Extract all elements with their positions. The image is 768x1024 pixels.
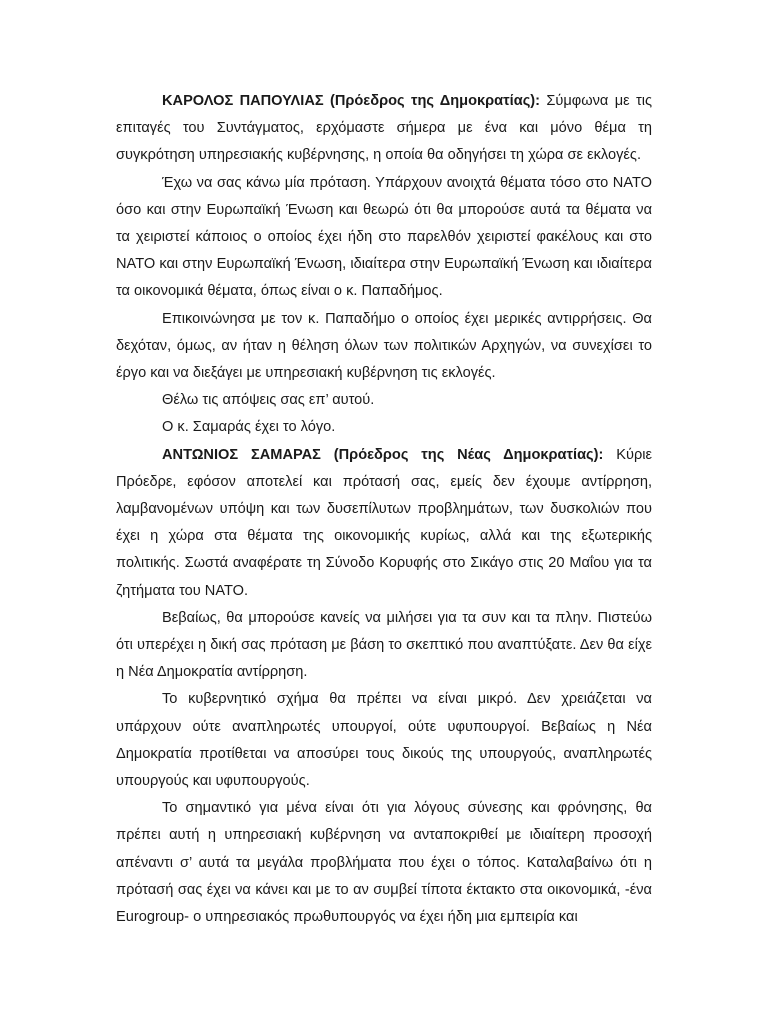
paragraph-text: Σύμφωνα με τις επιταγές του Συντάγματος, ερχόμαστε σήμερα με ένα και μόνο θέμα τη συγκρότηση υπηρεσιακής κυβέρνησης, η οποία θα οδηγήσει τη χώρα σε εκλογές. — [116, 93, 653, 164]
paragraph-text: Το σημαντικό για μένα είναι ότι για λόγους σύνεσης και φρόνησης, θα πρέπει αυτή η υπηρεσιακή κυβέρνηση να ανταποκριθεί με ιδιαίτερη προσοχή απέναντι σ’ αυτά τα μεγάλα προβλήματα που έχει ο τόπος. Καταλαβαίνω ότι η πρότασή σας έχει να κάνει και με το αν συμβεί τίποτα έκτακτο στα οικονομικά, -ένα Eurogroup- ο υπηρεσιακός πρωθυπουργός να έχει ήδη μια εμπειρία και — [116, 800, 652, 926]
paragraph — [116, 686, 652, 795]
paragraph — [116, 414, 652, 441]
paragraph-text: Θέλω τις απόψεις σας επ’ αυτού. — [162, 392, 375, 409]
paragraph — [116, 387, 652, 414]
paragraph — [116, 88, 652, 170]
paragraph — [116, 306, 652, 388]
speaker-name: ΑΝΤΩΝΙΟΣ ΣΑΜΑΡΑΣ (Πρόεδρος της Νέας Δημοκρατίας): — [162, 446, 604, 463]
paragraph — [116, 442, 652, 605]
paragraph-text: Κύριε Πρόεδρε, εφόσον αποτελεί και πρότασή σας, εμείς δεν έχουμε αντίρρηση, λαμβανομένων υπόψη και των δυσεπίλυτων προβλημάτων, των δυσκολιών που έχει η χώρα στα θέματα της οικονομικής κυρίως, αλλά και της εξωτερικής πολιτικής. Σωστά αναφέρατε τη Σύνοδο Κορυφής στο Σικάγο στις 20 Μαΐου για τα ζητήματα του ΝΑΤΟ. — [116, 446, 652, 599]
speaker-name: ΚΑΡΟΛΟΣ ΠΑΠΟΥΛΙΑΣ (Πρόεδρος της Δημοκρατίας): — [162, 93, 541, 109]
paragraph — [116, 605, 652, 687]
paragraph-text: Ο κ. Σαμαράς έχει το λόγο. — [162, 419, 336, 436]
paragraph — [116, 170, 652, 306]
paragraph-text: Επικοινώνησα με τον κ. Παπαδήμο ο οποίος έχει μερικές αντιρρήσεις. Θα δεχόταν, όμως, αν ήταν η θέληση όλων των πολιτικών Αρχηγών, να συνεχίσει το έργο και να διεξάγει με υπηρεσιακή κυβέρνηση τις εκλογές. — [116, 310, 652, 382]
paragraph-text: Το κυβερνητικό σχήμα θα πρέπει να είναι μικρό. Δεν χρειάζεται να υπάρχουν ούτε αναπληρωτές υπουργοί, ούτε υφυπουργοί. Βεβαίως η Νέα Δημοκρατία προτίθεται να αποσύρει τους δικούς της υπουργούς, αναπληρωτές υπουργούς και υφυπουργούς. — [116, 691, 652, 790]
paragraph-text: Βεβαίως, θα μπορούσε κανείς να μιλήσει για τα συν και τα πλην. Πιστεύω ότι υπερέχει η δική σας πρόταση με βάση το σκεπτικό που αναπτύξατε. Δεν θα είχε η Νέα Δημοκρατία αντίρρηση. — [116, 609, 652, 681]
document-page — [116, 88, 652, 931]
paragraph — [116, 795, 652, 931]
paragraph-text: Έχω να σας κάνω μία πρόταση. Υπάρχουν ανοιχτά θέματα τόσο στο ΝΑΤΟ όσο και στην Ευρωπαϊκή Ένωση και θεωρώ ότι θα μπορούσε αυτά τα θέματα να τα χειριστεί κάποιος ο οποίος έχει ήδη στο παρελθόν χειριστεί φακέλους και στο ΝΑΤΟ και στην Ευρωπαϊκή Ένωση, ιδιαίτερα στην Ευρωπαϊκή Ένωση και ιδιαίτερα τα οικονομικά θέματα, όπως είναι ο κ. Παπαδήμος. — [116, 174, 652, 300]
